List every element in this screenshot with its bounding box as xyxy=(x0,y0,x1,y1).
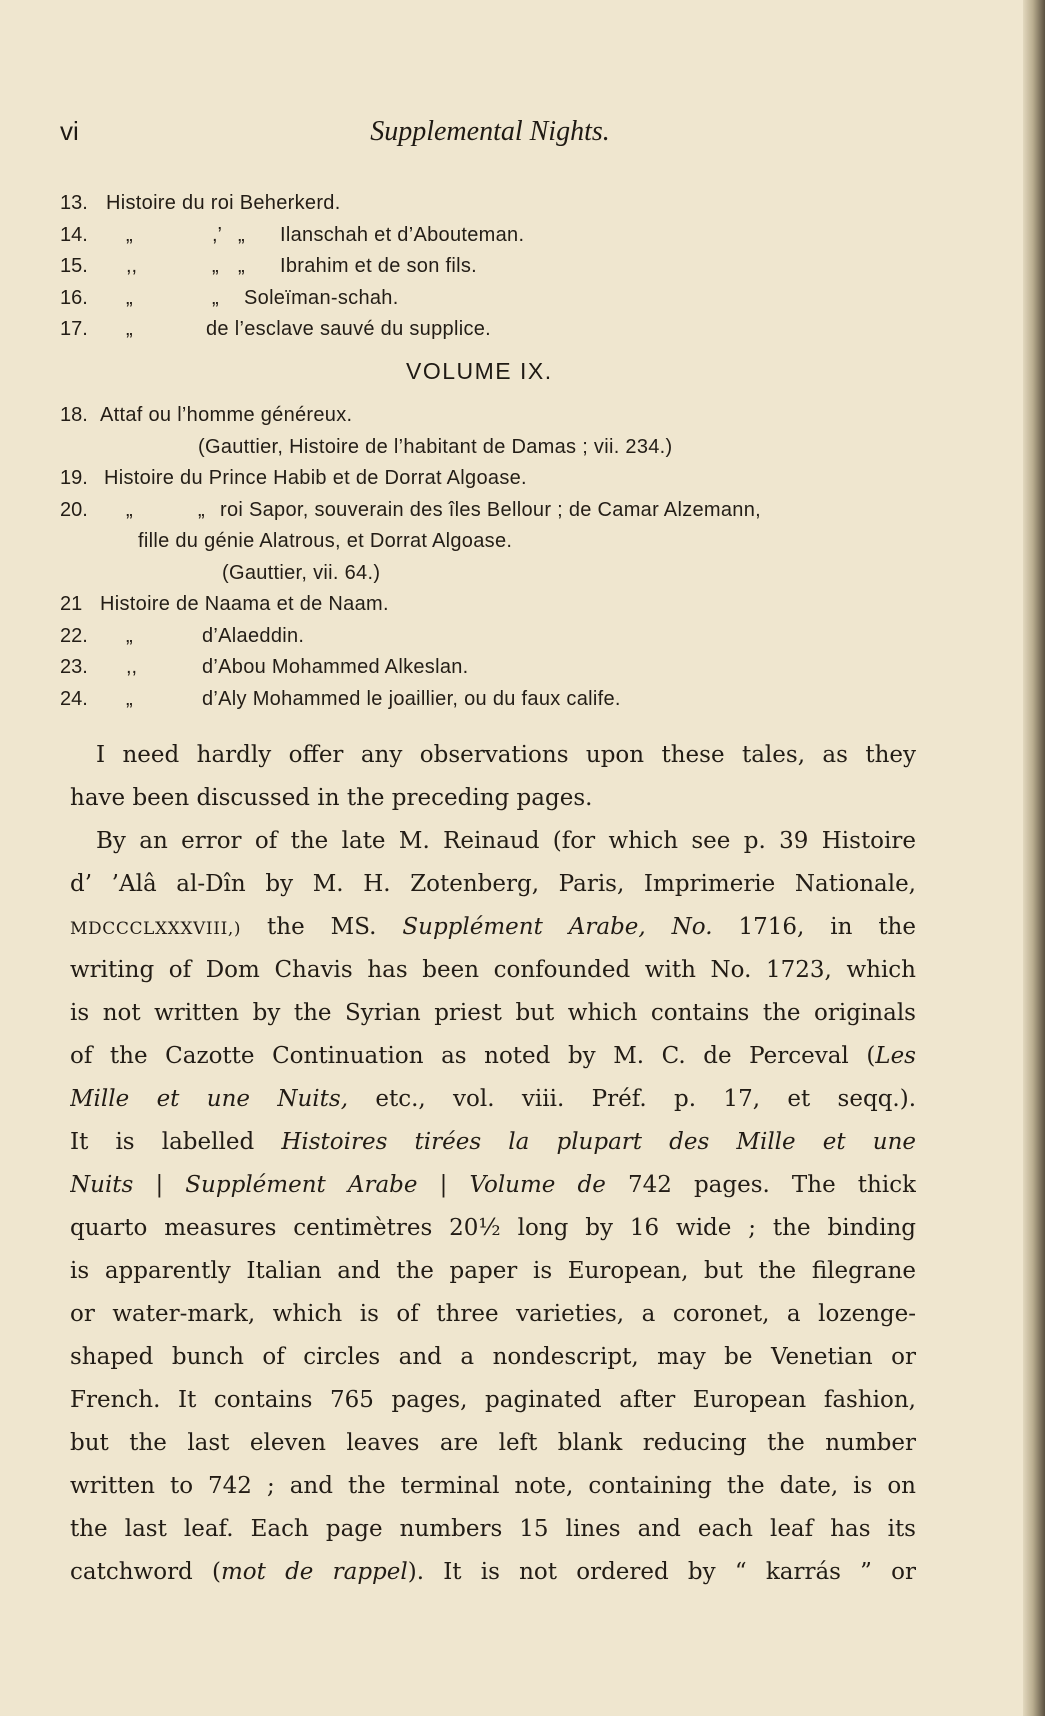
ditto-mark: „ xyxy=(198,498,205,521)
ditto-mark: ,, xyxy=(126,255,138,277)
ditto-mark: „ xyxy=(126,318,133,340)
ditto-mark: „ xyxy=(126,223,133,246)
list-item: 15. ,, „ „ Ibrahim et de son fils. xyxy=(60,251,960,283)
paragraph: By an error of the late M. Reinaud (for which see p. 39 Histoire d’ ’Alâ al-Dîn by M. H. Zotenberg, Paris, Imprimerie Nationale, MDCCCLXXXVIII,) the MS. Supplément Arabe, No. 1716, in the writing of Dom Chavis has been confounded with No. 1723, which is not written by the Syrian priest but which contains the originals of the Cazotte Continuation as noted by M. C. de Perceval (Les Mille et une Nuits, etc., vol. viii. Préf. p. 17, et seqq.). It is labelled Histoires tirées la plupart des Mille et une Nuits | Supplément Arabe | Volume de 742 pages. The thick quarto measures centimètres 20½ long by 16 wide ; the binding is apparently Italian and the paper is European, but the filegrane or water-mark, which is of three varieties, a coronet, a lozenge- shaped bunch of circles and a nondescript, may be Venetian or French. It contains 765 pages, paginated after European fashion, but the last eleven leaves are left blank reducing the number written to 742 ; and the terminal note, containing the date, is on the last leaf. Each page numbers 15 lines and each leaf has its catchword (mot de rappel). It is not ordered by “ karrás ” or xyxy=(70,828,916,1585)
ditto-mark: ,, xyxy=(126,656,138,678)
list-item: 20. „ „ roi Sapor, souverain des îles Bellour ; de Camar Alzemann, xyxy=(60,495,960,527)
list-item: 23. ,, d’Abou Mohammed Alkeslan. xyxy=(60,652,960,684)
list-item: 14. „ ,’ „ Ilanschah et d’Abouteman. xyxy=(60,220,960,252)
ditto-mark: „ xyxy=(126,687,133,710)
volume-heading: VOLUME IX. xyxy=(406,358,553,384)
ditto-mark: „ xyxy=(126,498,133,521)
list-item: 17. „ de l’esclave sauvé du supplice. xyxy=(60,314,960,346)
list-item: 22. „ d’Alaeddin. xyxy=(60,621,960,653)
ditto-mark: „ xyxy=(212,255,219,277)
ditto-mark: ,’ xyxy=(212,223,222,246)
list-item: 13. Histoire du roi Beherkerd. xyxy=(60,192,341,214)
paragraph: I need hardly offer any observations upon these tales, as they have been discussed in the preceding pages. xyxy=(70,742,916,811)
ditto-mark: „ xyxy=(126,286,133,309)
running-head xyxy=(0,116,1020,156)
ditto-mark: „ xyxy=(238,255,245,277)
page-number: vi xyxy=(60,116,79,146)
list-item: 21 Histoire de Naama et de Naam. xyxy=(60,593,389,615)
list-item-source: (Gauttier, Histoire de l’habitant de Damas ; vii. 234.) xyxy=(198,435,673,458)
list-item: 16. „ „ Soleïman-schah. xyxy=(60,283,960,315)
running-title: Supplemental Nights. xyxy=(370,116,610,147)
ditto-mark: „ xyxy=(126,624,133,647)
book-spine-shadow xyxy=(1023,0,1045,1716)
ditto-mark: „ xyxy=(238,223,245,246)
list-item: 18. Attaf ou l’homme généreux. xyxy=(60,404,353,426)
ditto-mark: „ xyxy=(212,286,219,309)
body-text xyxy=(70,734,916,1594)
list-item-source: (Gauttier, vii. 64.) xyxy=(222,561,381,584)
tale-list-vol9 xyxy=(60,400,960,715)
list-item-continuation: fille du génie Alatrous, et Dorrat Algoase. xyxy=(138,530,513,552)
tale-list-vol8 xyxy=(60,188,960,346)
list-item: 19. Histoire du Prince Habib et de Dorrat Algoase. xyxy=(60,467,527,489)
list-item: 24. „ d’Aly Mohammed le joaillier, ou du faux calife. xyxy=(60,684,960,716)
